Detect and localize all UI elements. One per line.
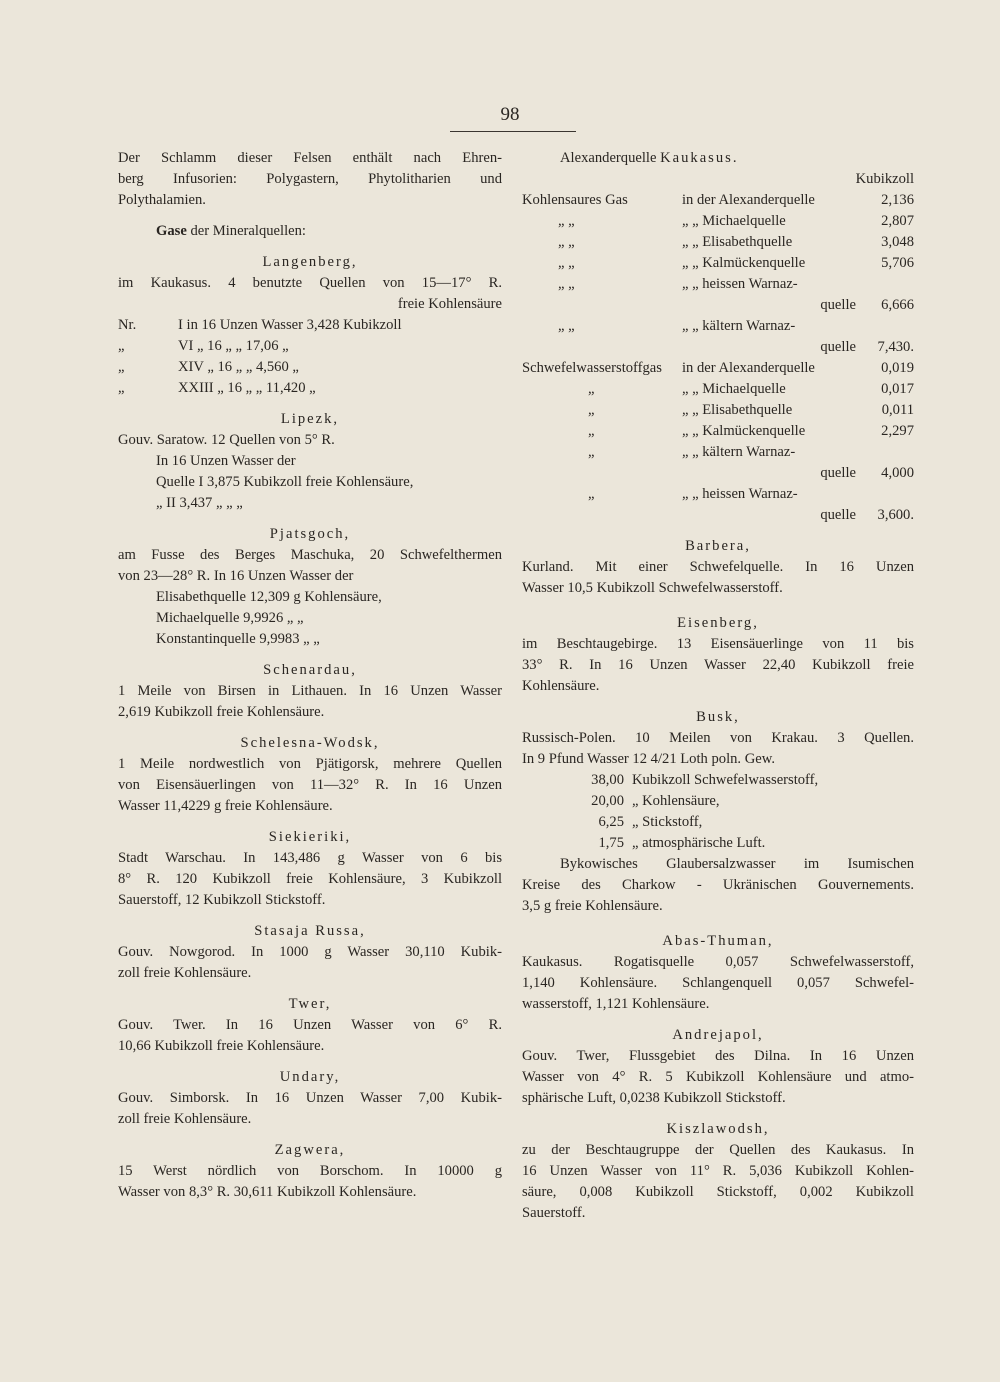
text-line: am Fusse des Berges Maschuka, 20 Schwefelthermen	[118, 547, 502, 563]
place-title: Undary,	[279, 1069, 341, 1085]
text-line: im Kaukasus. 4 benutzte Quellen von 15—17° R.	[118, 275, 502, 291]
text-line: 8° R. 120 Kubikzoll freie Kohlensäure, 3 Kubikzoll	[118, 871, 502, 887]
text-line: Gouv. Nowgorod. In 1000 g Wasser 30,110 Kubik-	[118, 944, 502, 960]
table-row: „ „ „ heissen Warnaz-	[588, 486, 798, 502]
table-row: „ XIV „ 16 „ „ 4,560 „	[118, 359, 299, 375]
text-line: Sauerstoff, 12 Kubikzoll Stickstoff.	[118, 892, 326, 908]
table-row: „ VI „ 16 „ „ 17,06 „	[118, 338, 289, 354]
right-column	[522, 148, 914, 1224]
text-line: Sauerstoff.	[522, 1205, 586, 1221]
text-line: 15 Werst nördlich von Borschom. In 10000 g	[118, 1163, 502, 1179]
place-title: Twer,	[288, 996, 332, 1012]
text-line: Bykowisches Glaubersalzwasser im Isumischen	[560, 856, 914, 872]
table-row: 20,00 „ Kohlensäure,	[591, 793, 720, 809]
table-row: Nr. I in 16 Unzen Wasser 3,428 Kubikzoll	[118, 317, 402, 333]
text-line: Kaukasus. Rogatisquelle 0,057 Schwefelwasserstoff,	[522, 954, 914, 970]
text-line: 16 Unzen Wasser von 11° R. 5,036 Kubikzoll Kohlen-	[522, 1163, 914, 1179]
text-line: säure, 0,008 Kubikzoll Stickstoff, 0,002 Kubikzoll	[522, 1184, 914, 1200]
table-row: quelle 3,600.	[820, 507, 914, 523]
place-title: Alexanderquelle Kaukasus.	[560, 150, 739, 166]
bold-word: Gase	[156, 223, 187, 239]
table-row: quelle 4,000	[820, 465, 914, 481]
place-title: Lipezk,	[280, 411, 340, 427]
text-line: 2,619 Kubikzoll freie Kohlensäure.	[118, 704, 325, 720]
unit-header: Kubikzoll	[855, 171, 914, 187]
text-line: Gouv. Twer, Flussgebiet des Dilna. In 16 Unzen	[522, 1048, 914, 1064]
table-row: „ „ „ „ Michaelquelle 2,807	[558, 213, 914, 229]
table-row: „ „ „ Michaelquelle 0,017	[588, 381, 914, 397]
place-title: Schenardau,	[263, 662, 357, 678]
text-line: Konstantinquelle 9,9983 „ „	[156, 631, 320, 647]
text-line: Gouv. Twer. In 16 Unzen Wasser von 6° R.	[118, 1017, 502, 1033]
text-line: Wasser von 4° R. 5 Kubikzoll Kohlensäure und atmo-	[522, 1069, 914, 1085]
text-line: von Eisensäuerlingen von 11—32° R. In 16 Unzen	[118, 777, 502, 793]
text-line: 3,5 g freie Kohlensäure.	[522, 898, 663, 914]
text-line: Polythalamien.	[118, 192, 206, 208]
text-line: Elisabethquelle 12,309 g Kohlensäure,	[156, 589, 382, 605]
text-line: In 9 Pfund Wasser 12 4/21 Loth poln. Gew.	[522, 751, 775, 767]
text-line: Gouv. Simborsk. In 16 Unzen Wasser 7,00 Kubik-	[118, 1090, 502, 1106]
text-line: „ II 3,437 „ „ „	[156, 495, 243, 511]
table-row: 38,00 Kubikzoll Schwefelwasserstoff,	[591, 772, 819, 788]
table-row: 6,25 „ Stickstoff,	[598, 814, 703, 830]
table-row: „ „ „ Elisabethquelle 0,011	[588, 402, 914, 418]
table-row: quelle 6,666	[820, 297, 914, 313]
text-line: zu der Beschtaugruppe der Quellen des Kaukasus. In	[522, 1142, 914, 1158]
text-line: 1 Meile nordwestlich von Pjätigorsk, mehrere Quellen	[118, 756, 502, 772]
place-title: Siekieriki,	[268, 829, 352, 845]
place-title: Eisenberg,	[677, 615, 759, 631]
text-line: im Beschtaugebirge. 13 Eisensäuerlinge von 11 bis	[522, 636, 914, 652]
table-row: quelle 7,430.	[820, 339, 914, 355]
text-line: Wasser 11,4229 g freie Kohlensäure.	[118, 798, 333, 814]
table-row: 1,75 „ atmosphärische Luft.	[598, 835, 766, 851]
text-line: Kohlensäure.	[522, 678, 600, 694]
text-line: Michaelquelle 9,9926 „ „	[156, 610, 304, 626]
section-heading: Gase der Mineralquellen:	[156, 223, 306, 239]
place-title: Langenberg,	[262, 254, 358, 270]
text-line: Kreise des Charkow - Ukränischen Gouvernements.	[522, 877, 914, 893]
text-line: zoll freie Kohlensäure.	[118, 1111, 252, 1127]
text-line: Wasser 10,5 Kubikzoll Schwefelwasserstoff.	[522, 580, 783, 596]
text-line: Wasser von 8,3° R. 30,611 Kubikzoll Kohlensäure.	[118, 1184, 417, 1200]
table-row: Kohlensaures Gas in der Alexanderquelle 2,136	[522, 192, 914, 208]
table-row: „ „ „ „ kältern Warnaz-	[558, 318, 796, 334]
text-line: 10,66 Kubikzoll freie Kohlensäure.	[118, 1038, 325, 1054]
text-line: Stadt Warschau. In 143,486 g Wasser von 6 bis	[118, 850, 502, 866]
column-header: freie Kohlensäure	[397, 296, 502, 312]
place-title: Kiszlawodsh,	[666, 1121, 770, 1137]
table-row: „ „ „ kältern Warnaz-	[588, 444, 796, 460]
place-title: Pjatsgoch,	[269, 526, 351, 542]
text-line: 1 Meile von Birsen in Lithauen. In 16 Unzen Wasser	[118, 683, 502, 699]
table-row: „ „ „ „ Elisabethquelle 3,048	[558, 234, 914, 250]
text-line: Russisch-Polen. 10 Meilen von Krakau. 3 Quellen.	[522, 730, 914, 746]
place-title: Stasaja Russa,	[254, 923, 366, 939]
place-title: Abas-Thuman,	[662, 933, 774, 949]
table-row: „ XXIII „ 16 „ „ 11,420 „	[118, 380, 316, 396]
text-line: sphärische Luft, 0,0238 Kubikzoll Stickstoff.	[522, 1090, 786, 1106]
place-title: Busk,	[696, 709, 740, 725]
text-line: 1,140 Kohlensäure. Schlangenquell 0,057 Schwefel-	[522, 975, 914, 991]
table-row: „ „ „ „ heissen Warnaz-	[558, 276, 798, 292]
table-row: Schwefelwasserstoffgas in der Alexanderquelle 0,019	[522, 360, 914, 376]
text-line: Kurland. Mit einer Schwefelquelle. In 16 Unzen	[522, 559, 914, 575]
text-line: von 23—28° R. In 16 Unzen Wasser der	[118, 568, 354, 584]
left-column	[118, 148, 502, 1203]
page-number: 98	[500, 104, 520, 125]
text-line: In 16 Unzen Wasser der	[156, 453, 296, 469]
place-title: Schelesna-Wodsk,	[240, 735, 380, 751]
text-line: zoll freie Kohlensäure.	[118, 965, 252, 981]
text-line: Quelle I 3,875 Kubikzoll freie Kohlensäure,	[156, 474, 414, 490]
table-row: „ „ „ Kalmückenquelle 2,297	[588, 423, 914, 439]
header-rule	[450, 131, 576, 132]
text-line: Gouv. Saratow. 12 Quellen von 5° R.	[118, 432, 335, 448]
text-line: wasserstoff, 1,121 Kohlensäure.	[522, 996, 710, 1012]
text-line: Der Schlamm dieser Felsen enthält nach Ehren-	[118, 150, 502, 166]
text-line: berg Infusorien: Polygastern, Phytolitharien und	[118, 171, 502, 187]
table-row: „ „ „ „ Kalmückenquelle 5,706	[558, 255, 914, 271]
place-title: Andrejapol,	[672, 1027, 764, 1043]
text-line: 33° R. In 16 Unzen Wasser 22,40 Kubikzoll freie	[522, 657, 914, 673]
place-title: Barbera,	[685, 538, 751, 554]
place-title: Zagwera,	[274, 1142, 346, 1158]
